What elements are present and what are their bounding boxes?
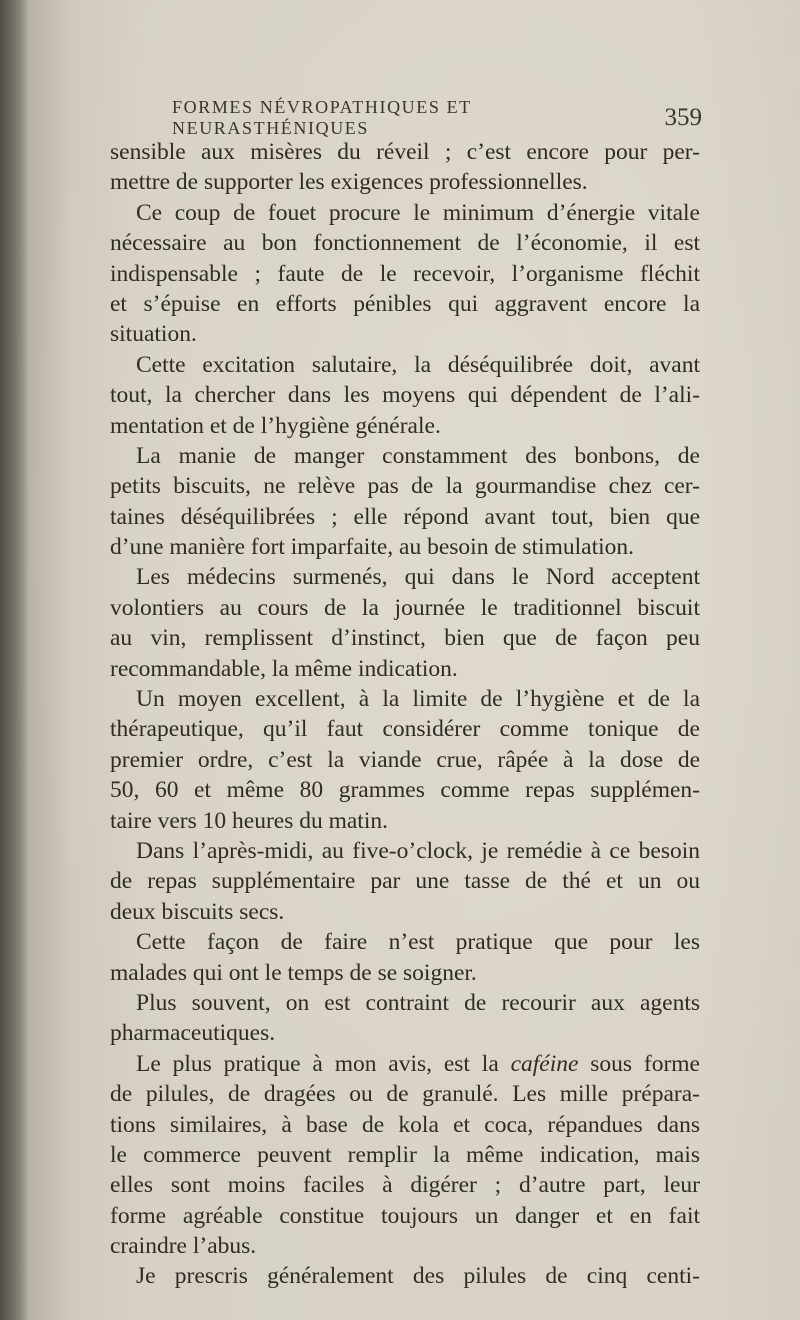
- text-line: de repas supplémentaire par une tasse de thé et un ou: [110, 868, 700, 895]
- text-line: et s’épuise en efforts pénibles qui aggravent encore la: [110, 290, 700, 317]
- emphasized-term: caféine: [510, 1050, 579, 1077]
- text-line: mettre de supporter les exigences professionnelles.: [110, 169, 588, 196]
- text-line: nécessaire au bon fonctionnement de l’économie, il est: [110, 230, 700, 257]
- text-line: taines déséquilibrées ; elle répond avant tout, bien que: [110, 503, 700, 530]
- text-line: Un moyen excellent, à la limite de l’hygiène et de la: [136, 686, 700, 713]
- text-line: tout, la chercher dans les moyens qui dépendent de l’ali-: [110, 382, 700, 409]
- text-line: elles sont moins faciles à digérer ; d’autre part, leur: [110, 1172, 700, 1199]
- running-title: FORMES NÉVROPATHIQUES ET NEURASTHÉNIQUES: [172, 97, 472, 138]
- text-line: au vin, remplissent d’instinct, bien que de façon peu: [110, 625, 700, 652]
- text-line: [110, 1049, 700, 1079]
- text-line: La manie de manger constamment des bonbons, de: [136, 442, 700, 469]
- text-line: recommandable, la même indication.: [110, 655, 458, 682]
- body-text: [110, 137, 700, 1292]
- text-line: Cette façon de faire n’est pratique que pour les: [136, 929, 700, 956]
- text-line: forme agréable constitue toujours un danger et en fait: [110, 1202, 700, 1229]
- text-line: thérapeutique, qu’il faut considérer comme tonique de: [110, 716, 700, 743]
- text-line: tions similaires, à base de kola et coca, répandues dans: [110, 1111, 700, 1138]
- text-line: pharmaceutiques.: [110, 1020, 276, 1047]
- text-line: craindre l’abus.: [110, 1233, 257, 1260]
- text-line: Dans l’après-midi, au five-o’clock, je remédie à ce besoin: [136, 837, 700, 864]
- text-line: deux biscuits secs.: [110, 898, 285, 925]
- text-line: Ce coup de fouet procure le minimum d’énergie vitale: [136, 199, 700, 226]
- text-line: le commerce peuvent remplir la même indication, mais: [110, 1141, 700, 1168]
- text-line: sensible aux misères du réveil ; c’est encore pour per-: [110, 139, 700, 165]
- text-line: Cette excitation salutaire, la déséquilibrée doit, avant: [136, 351, 700, 378]
- text-line: malades qui ont le temps de se soigner.: [110, 959, 477, 986]
- text-line: situation.: [110, 321, 197, 348]
- text-line: d’une manière fort imparfaite, au besoin de stimulation.: [110, 534, 635, 561]
- text-line: 50, 60 et même 80 grammes comme repas supplémen-: [110, 777, 700, 804]
- page-header: [172, 97, 702, 138]
- text-segment: Le plus pratique à mon avis, est la: [136, 1050, 511, 1077]
- text-line: petits biscuits, ne relève pas de la gourmandise chez cer-: [110, 473, 700, 500]
- text-line: Plus souvent, on est contraint de recourir aux agents: [136, 989, 700, 1016]
- text-segment: sous forme: [578, 1050, 700, 1077]
- text-line: Les médecins surmenés, qui dans le Nord acceptent: [136, 564, 700, 591]
- text-line: Je prescris généralement des pilules de cinq centi-: [136, 1263, 700, 1290]
- text-line: de pilules, de dragées ou de granulé. Les mille prépara-: [110, 1081, 700, 1108]
- text-line: taire vers 10 heures du matin.: [110, 807, 388, 834]
- text-line: volontiers au cours de la journée le traditionnel biscuit: [110, 594, 700, 621]
- text-line: mentation et de l’hygiène générale.: [110, 412, 441, 439]
- text-line: premier ordre, c’est la viande crue, râpée à la dose de: [110, 746, 700, 773]
- text-line: indispensable ; faute de le recevoir, l’organisme fléchit: [110, 260, 700, 287]
- book-spine-shadow: [0, 0, 28, 1320]
- page-number: 359: [664, 104, 702, 131]
